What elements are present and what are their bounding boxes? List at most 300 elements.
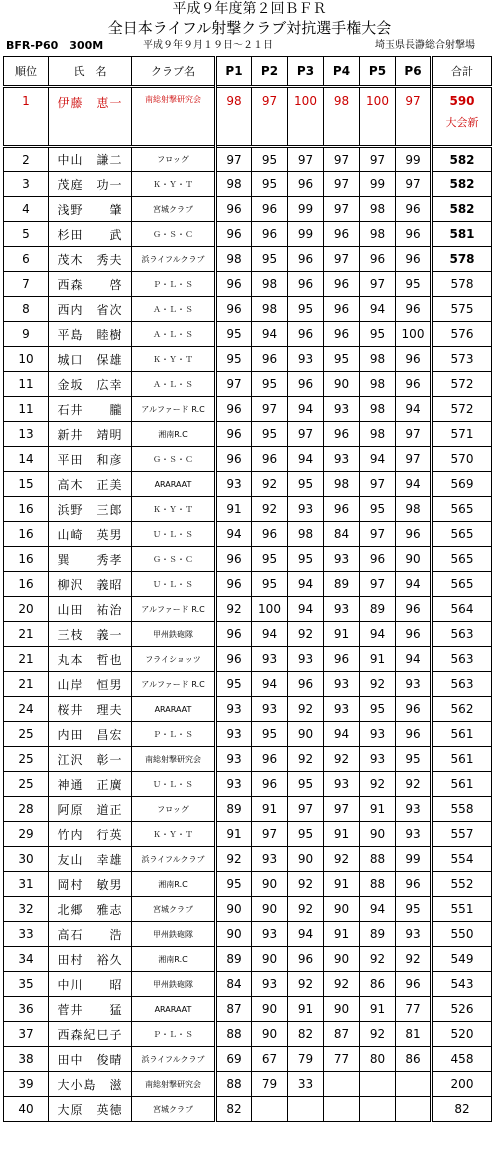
event-venue: 埼玉県長瀞総合射撃場 <box>375 40 475 51</box>
cell-rank: 28 <box>4 797 49 822</box>
cell-name: 阿原 道正 <box>49 797 132 822</box>
cell-club: ARARAAT <box>132 472 216 497</box>
cell-total <box>432 497 492 522</box>
cell-rank: 20 <box>4 597 49 622</box>
cell-p5: 98 <box>360 347 396 372</box>
cell-p3: 79 <box>288 1047 324 1072</box>
cell-club: Ｋ・Ｙ・Ｔ <box>132 172 216 197</box>
cell-p2: 96 <box>252 197 288 222</box>
cell-club: アルファード R.C <box>132 672 216 697</box>
cell-p4: 93 <box>324 597 360 622</box>
table-row <box>4 247 492 272</box>
cell-total <box>432 422 492 447</box>
cell-rank: 4 <box>4 197 49 222</box>
cell-p2: 93 <box>252 972 288 997</box>
cell-p1: 91 <box>216 497 252 522</box>
cell-rank: 33 <box>4 922 49 947</box>
cell-total <box>432 272 492 297</box>
cell-name: 田中 俊晴 <box>49 1047 132 1072</box>
table-row <box>4 87 492 147</box>
cell-p4: 90 <box>324 947 360 972</box>
cell-club: 甲州鉄砲隊 <box>132 922 216 947</box>
cell-name: 西森 啓 <box>49 272 132 297</box>
cell-rank: 10 <box>4 347 49 372</box>
cell-rank: 34 <box>4 947 49 972</box>
cell-p1: 95 <box>216 322 252 347</box>
cell-p3: 96 <box>288 372 324 397</box>
cell-p1: 90 <box>216 922 252 947</box>
cell-rank: 31 <box>4 872 49 897</box>
cell-p2: 96 <box>252 447 288 472</box>
cell-total <box>432 397 492 422</box>
cell-p2: 90 <box>252 947 288 972</box>
cell-p2: 96 <box>252 347 288 372</box>
cell-name: 山崎 英男 <box>49 522 132 547</box>
cell-p5: 95 <box>360 322 396 347</box>
cell-name: 西内 省次 <box>49 297 132 322</box>
cell-total <box>432 897 492 922</box>
cell-name: 浜野 三郎 <box>49 497 132 522</box>
total-value: 564 <box>450 602 474 616</box>
cell-p5: 98 <box>360 422 396 447</box>
cell-club: Ａ・Ｌ・Ｓ <box>132 297 216 322</box>
cell-total <box>432 1072 492 1097</box>
cell-name: 浅野 肇 <box>49 197 132 222</box>
cell-name: 大小島 滋 <box>49 1072 132 1097</box>
cell-p2: 90 <box>252 1022 288 1047</box>
table-row <box>4 372 492 397</box>
cell-p5: 89 <box>360 922 396 947</box>
cell-rank: 21 <box>4 622 49 647</box>
cell-p3: 94 <box>288 447 324 472</box>
total-value: 590 <box>449 94 475 108</box>
cell-p3: 96 <box>288 247 324 272</box>
cell-p2: 94 <box>252 322 288 347</box>
cell-rank: 29 <box>4 822 49 847</box>
total-value: 458 <box>450 1052 474 1066</box>
header-p3: P3 <box>288 57 324 87</box>
cell-total <box>432 722 492 747</box>
table-row <box>4 747 492 772</box>
cell-name: 菅井 猛 <box>49 997 132 1022</box>
cell-total <box>432 87 492 147</box>
cell-p4: 92 <box>324 847 360 872</box>
cell-p6: 86 <box>396 1047 432 1072</box>
cell-p2: 96 <box>252 747 288 772</box>
cell-p4: 95 <box>324 347 360 372</box>
cell-p4: 87 <box>324 1022 360 1047</box>
cell-p3: 97 <box>288 422 324 447</box>
cell-club: 浜ライフルクラブ <box>132 1047 216 1072</box>
record-note: 大会新 <box>445 116 479 129</box>
cell-name: 三枝 義一 <box>49 622 132 647</box>
cell-p3: 94 <box>288 572 324 597</box>
cell-p4: 96 <box>324 497 360 522</box>
cell-p4: 96 <box>324 647 360 672</box>
cell-rank: 14 <box>4 447 49 472</box>
cell-p2: 95 <box>252 547 288 572</box>
cell-p5: 94 <box>360 897 396 922</box>
cell-p2: 92 <box>252 472 288 497</box>
cell-p3: 92 <box>288 872 324 897</box>
cell-name: 石井 朧 <box>49 397 132 422</box>
cell-p5: 98 <box>360 197 396 222</box>
cell-total <box>432 922 492 947</box>
cell-p4: 97 <box>324 172 360 197</box>
cell-name: 杉田 武 <box>49 222 132 247</box>
cell-p6: 98 <box>396 497 432 522</box>
table-row <box>4 997 492 1022</box>
cell-club: アルファード R.C <box>132 397 216 422</box>
cell-rank: 38 <box>4 1047 49 1072</box>
header-p2: P2 <box>252 57 288 87</box>
cell-p6: 96 <box>396 197 432 222</box>
cell-club: Ｇ・Ｓ・Ｃ <box>132 222 216 247</box>
cell-total <box>432 522 492 547</box>
table-row <box>4 697 492 722</box>
cell-p4: 97 <box>324 197 360 222</box>
cell-p5: 96 <box>360 247 396 272</box>
cell-p4: 96 <box>324 272 360 297</box>
cell-total <box>432 572 492 597</box>
cell-p2 <box>252 1097 288 1122</box>
cell-club: アルファード R.C <box>132 597 216 622</box>
cell-total <box>432 972 492 997</box>
cell-p4: 98 <box>324 87 360 147</box>
cell-p5: 92 <box>360 1022 396 1047</box>
cell-p3: 92 <box>288 697 324 722</box>
cell-rank: 25 <box>4 722 49 747</box>
cell-name: 北郷 雅志 <box>49 897 132 922</box>
cell-rank: 39 <box>4 1072 49 1097</box>
title-line-2: 全日本ライフル射撃クラブ対抗選手権大会 <box>107 19 392 37</box>
cell-total <box>432 547 492 572</box>
cell-club: Ｇ・Ｓ・Ｃ <box>132 547 216 572</box>
table-row <box>4 447 492 472</box>
cell-p4: 92 <box>324 972 360 997</box>
cell-p1: 96 <box>216 572 252 597</box>
cell-p4: 96 <box>324 222 360 247</box>
cell-p5: 96 <box>360 547 396 572</box>
cell-p1: 96 <box>216 547 252 572</box>
cell-p2: 95 <box>252 572 288 597</box>
cell-p5: 100 <box>360 87 396 147</box>
cell-total <box>432 847 492 872</box>
cell-p4: 96 <box>324 322 360 347</box>
cell-p3: 98 <box>288 522 324 547</box>
cell-p5 <box>360 1097 396 1122</box>
cell-p1: 93 <box>216 697 252 722</box>
cell-club: 南総射撃研究会 <box>132 747 216 772</box>
cell-p6: 92 <box>396 772 432 797</box>
cell-p5 <box>360 1072 396 1097</box>
cell-club: Ｕ・Ｌ・Ｓ <box>132 522 216 547</box>
cell-p3: 95 <box>288 772 324 797</box>
cell-p5: 97 <box>360 272 396 297</box>
cell-p3: 92 <box>288 897 324 922</box>
cell-p1: 96 <box>216 422 252 447</box>
total-value: 565 <box>450 527 474 541</box>
total-value: 549 <box>450 952 474 966</box>
cell-p4: 97 <box>324 247 360 272</box>
cell-p2: 93 <box>252 647 288 672</box>
cell-club: 甲州鉄砲隊 <box>132 972 216 997</box>
cell-p2: 93 <box>252 697 288 722</box>
cell-p2: 93 <box>252 847 288 872</box>
total-value: 578 <box>449 252 475 266</box>
cell-p1: 90 <box>216 897 252 922</box>
cell-p6: 94 <box>396 572 432 597</box>
cell-p1: 92 <box>216 847 252 872</box>
cell-p6: 93 <box>396 672 432 697</box>
title-line-1: 平成９年度第２回ＢＦＲ <box>172 1 327 17</box>
cell-p6: 94 <box>396 472 432 497</box>
cell-p3 <box>288 1097 324 1122</box>
cell-p2: 90 <box>252 897 288 922</box>
total-value: 565 <box>450 502 474 516</box>
cell-rank: 11 <box>4 372 49 397</box>
cell-p6: 99 <box>396 847 432 872</box>
table-row <box>4 647 492 672</box>
cell-total <box>432 222 492 247</box>
cell-p1: 87 <box>216 997 252 1022</box>
cell-p1: 92 <box>216 597 252 622</box>
cell-p2: 95 <box>252 722 288 747</box>
table-row <box>4 622 492 647</box>
cell-p5: 95 <box>360 697 396 722</box>
cell-p3: 82 <box>288 1022 324 1047</box>
cell-rank: 21 <box>4 672 49 697</box>
cell-p4: 91 <box>324 872 360 897</box>
cell-p2: 100 <box>252 597 288 622</box>
cell-rank: 40 <box>4 1097 49 1122</box>
cell-rank: 24 <box>4 697 49 722</box>
table-row <box>4 1022 492 1047</box>
total-value: 563 <box>450 677 474 691</box>
cell-p3: 92 <box>288 622 324 647</box>
cell-p2: 95 <box>252 247 288 272</box>
cell-club: Ｕ・Ｌ・Ｓ <box>132 772 216 797</box>
table-row <box>4 1047 492 1072</box>
cell-p2: 95 <box>252 372 288 397</box>
cell-p4: 93 <box>324 672 360 697</box>
cell-p1: 96 <box>216 647 252 672</box>
table-row <box>4 772 492 797</box>
cell-p1: 82 <box>216 1097 252 1122</box>
cell-p4: 93 <box>324 547 360 572</box>
cell-p5: 80 <box>360 1047 396 1072</box>
cell-rank: 2 <box>4 147 49 172</box>
cell-club: 湘南R.C <box>132 872 216 897</box>
table-row <box>4 197 492 222</box>
cell-p5: 98 <box>360 397 396 422</box>
cell-total <box>432 347 492 372</box>
cell-p5: 88 <box>360 847 396 872</box>
header-name: 氏 名 <box>49 57 132 87</box>
cell-rank: 30 <box>4 847 49 872</box>
table-row <box>4 522 492 547</box>
cell-rank: 7 <box>4 272 49 297</box>
cell-p4: 96 <box>324 297 360 322</box>
cell-p6: 94 <box>396 397 432 422</box>
cell-p6 <box>396 1097 432 1122</box>
cell-p1: 95 <box>216 347 252 372</box>
cell-p6: 96 <box>396 697 432 722</box>
total-value: 572 <box>450 402 474 416</box>
table-header-row <box>4 57 492 87</box>
cell-p3: 99 <box>288 197 324 222</box>
cell-p2: 79 <box>252 1072 288 1097</box>
cell-p4: 90 <box>324 372 360 397</box>
total-value: 570 <box>450 452 474 466</box>
total-value: 578 <box>450 277 474 291</box>
cell-p2: 97 <box>252 397 288 422</box>
cell-rank: 21 <box>4 647 49 672</box>
cell-p6: 90 <box>396 547 432 572</box>
total-value: 561 <box>450 752 474 766</box>
cell-p1: 93 <box>216 747 252 772</box>
cell-p2: 96 <box>252 222 288 247</box>
cell-p3: 93 <box>288 497 324 522</box>
cell-p2: 91 <box>252 797 288 822</box>
cell-p1: 93 <box>216 722 252 747</box>
total-value: 565 <box>450 552 474 566</box>
cell-name: 柳沢 義昭 <box>49 572 132 597</box>
cell-p2: 96 <box>252 522 288 547</box>
cell-rank: 9 <box>4 322 49 347</box>
table-row <box>4 147 492 172</box>
cell-p6 <box>396 1072 432 1097</box>
cell-p2: 90 <box>252 872 288 897</box>
cell-total <box>432 747 492 772</box>
cell-p1: 95 <box>216 672 252 697</box>
cell-name: 高木 正美 <box>49 472 132 497</box>
cell-total <box>432 147 492 172</box>
cell-p6: 92 <box>396 947 432 972</box>
cell-p6: 81 <box>396 1022 432 1047</box>
cell-p5: 94 <box>360 622 396 647</box>
total-value: 582 <box>449 202 475 216</box>
cell-total <box>432 247 492 272</box>
cell-p1: 97 <box>216 372 252 397</box>
cell-name: 内田 昌宏 <box>49 722 132 747</box>
cell-name: 中山 謙二 <box>49 147 132 172</box>
cell-p2: 94 <box>252 672 288 697</box>
cell-name: 桜井 理夫 <box>49 697 132 722</box>
cell-p5: 91 <box>360 997 396 1022</box>
cell-p6: 97 <box>396 447 432 472</box>
cell-rank: 16 <box>4 547 49 572</box>
cell-p4: 93 <box>324 697 360 722</box>
cell-total <box>432 997 492 1022</box>
cell-name: 大原 英徳 <box>49 1097 132 1122</box>
cell-p6: 96 <box>396 597 432 622</box>
table-row <box>4 547 492 572</box>
cell-name: 神通 正廣 <box>49 772 132 797</box>
cell-p1: 97 <box>216 147 252 172</box>
cell-rank: 35 <box>4 972 49 997</box>
cell-p1: 98 <box>216 247 252 272</box>
cell-name: 茂庭 功一 <box>49 172 132 197</box>
total-value: 573 <box>450 352 474 366</box>
cell-p6: 99 <box>396 147 432 172</box>
cell-p3: 99 <box>288 222 324 247</box>
cell-club: Ｋ・Ｙ・Ｔ <box>132 347 216 372</box>
cell-p5: 97 <box>360 472 396 497</box>
cell-p3: 94 <box>288 397 324 422</box>
cell-club: Ｐ・Ｌ・Ｓ <box>132 1022 216 1047</box>
cell-total <box>432 872 492 897</box>
cell-club: Ｋ・Ｙ・Ｔ <box>132 497 216 522</box>
total-value: 582 <box>449 177 475 191</box>
cell-club: Ａ・Ｌ・Ｓ <box>132 322 216 347</box>
cell-p3: 91 <box>288 997 324 1022</box>
cell-p3: 95 <box>288 822 324 847</box>
cell-name: 江沢 彰一 <box>49 747 132 772</box>
cell-p1: 95 <box>216 872 252 897</box>
cell-p5: 92 <box>360 947 396 972</box>
cell-rank: 8 <box>4 297 49 322</box>
cell-p3: 95 <box>288 547 324 572</box>
cell-p6: 95 <box>396 897 432 922</box>
cell-club: 湘南R.C <box>132 422 216 447</box>
total-value: 520 <box>450 1027 474 1041</box>
cell-p6: 96 <box>396 372 432 397</box>
event-date: 平成９年９月１９日～２１日 <box>143 40 273 51</box>
header-total: 合計 <box>432 57 492 87</box>
cell-total <box>432 297 492 322</box>
cell-rank: 6 <box>4 247 49 272</box>
cell-p1: 96 <box>216 272 252 297</box>
cell-p6: 95 <box>396 747 432 772</box>
total-value: 200 <box>450 1077 474 1091</box>
cell-club: Ｐ・Ｌ・Ｓ <box>132 722 216 747</box>
cell-club: Ｐ・Ｌ・Ｓ <box>132 272 216 297</box>
cell-p2: 67 <box>252 1047 288 1072</box>
cell-p2: 93 <box>252 922 288 947</box>
cell-p4: 91 <box>324 822 360 847</box>
cell-name: 平田 和彦 <box>49 447 132 472</box>
table-row <box>4 797 492 822</box>
cell-p3: 93 <box>288 347 324 372</box>
cell-total <box>432 672 492 697</box>
cell-p1: 84 <box>216 972 252 997</box>
cell-p1: 89 <box>216 947 252 972</box>
cell-p4: 93 <box>324 772 360 797</box>
total-value: 565 <box>450 577 474 591</box>
total-value: 557 <box>450 827 474 841</box>
total-value: 526 <box>450 1002 474 1016</box>
cell-name: 山田 祐治 <box>49 597 132 622</box>
cell-p4: 97 <box>324 147 360 172</box>
cell-rank: 36 <box>4 997 49 1022</box>
cell-name: 丸本 哲也 <box>49 647 132 672</box>
cell-total <box>432 647 492 672</box>
cell-rank: 25 <box>4 772 49 797</box>
cell-p1: 88 <box>216 1072 252 1097</box>
cell-p6: 96 <box>396 522 432 547</box>
cell-club: フライショッツ <box>132 647 216 672</box>
table-row <box>4 597 492 622</box>
table-row <box>4 922 492 947</box>
cell-p6: 96 <box>396 622 432 647</box>
cell-rank: 5 <box>4 222 49 247</box>
cell-name: 新井 靖明 <box>49 422 132 447</box>
cell-p3: 93 <box>288 647 324 672</box>
table-row <box>4 322 492 347</box>
cell-name: 巽 秀孝 <box>49 547 132 572</box>
total-value: 561 <box>450 777 474 791</box>
